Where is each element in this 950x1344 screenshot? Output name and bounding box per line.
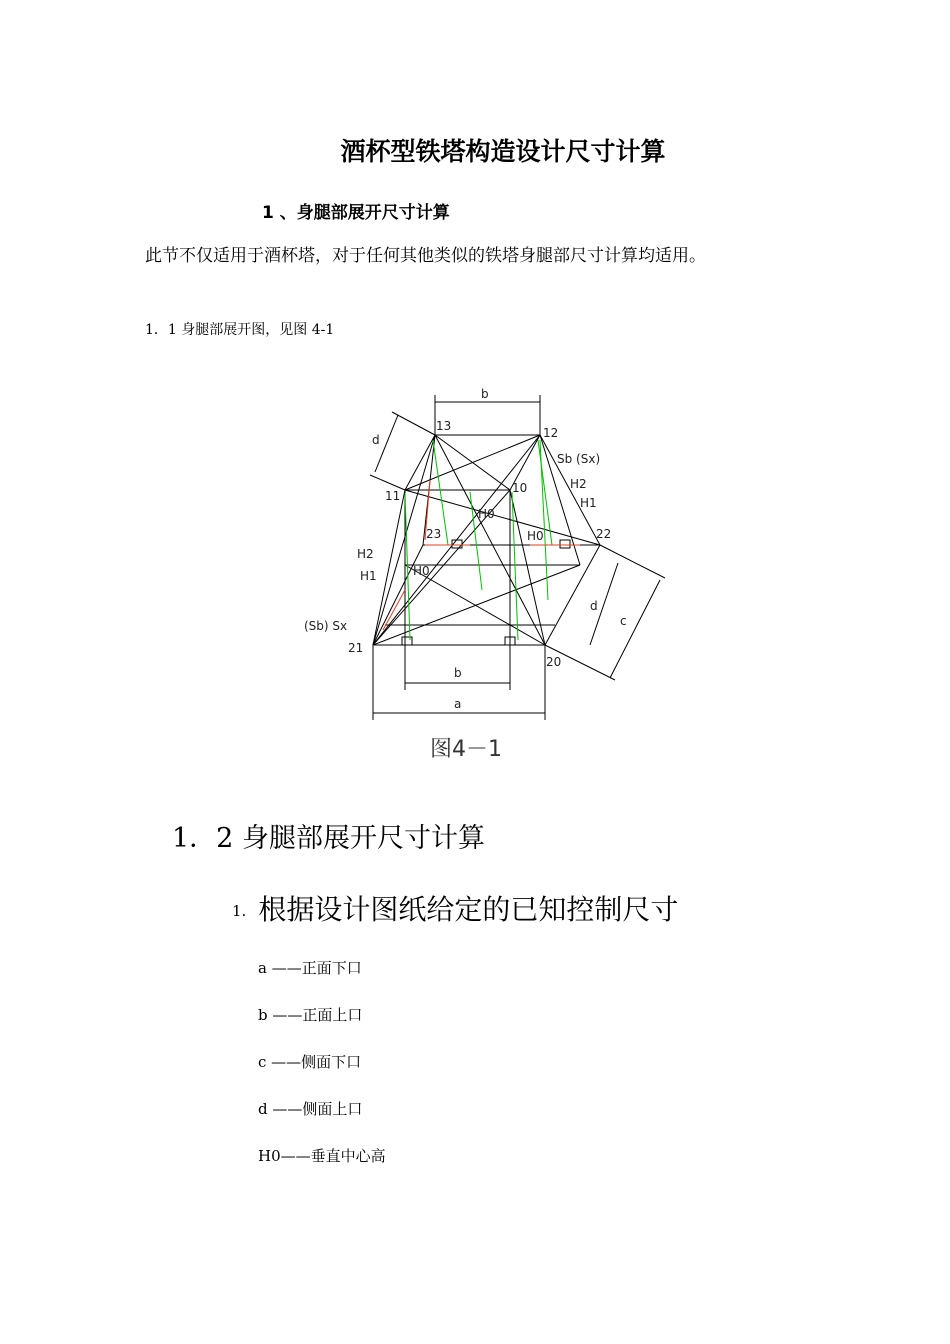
tower-leg-diagram bbox=[290, 372, 670, 772]
section-heading: 1 、身腿部展开尺寸计算 bbox=[262, 203, 450, 223]
param-b: b ——正面上口 bbox=[258, 1006, 363, 1024]
label-d-right: d bbox=[590, 599, 598, 613]
label-b-top: b bbox=[481, 387, 489, 401]
document-title: 酒杯型铁塔构造设计尺寸计算 bbox=[340, 137, 666, 166]
label-sb-sx-left: (Sb) Sx bbox=[304, 619, 348, 633]
intro-paragraph: 此节不仅适用于酒杯塔，对于任何其他类似的铁塔身腿部尺寸计算均适用。 bbox=[145, 246, 706, 266]
label-node-23: 23 bbox=[426, 527, 442, 541]
numbered-item bbox=[232, 888, 678, 928]
label-a-bottom: a bbox=[454, 697, 462, 711]
label-sb-sx-right: Sb (Sx) bbox=[557, 452, 601, 466]
label-node-11: 11 bbox=[385, 489, 401, 503]
subsection-1-1-heading: 1．1 身腿部展开图，见图 4-1 bbox=[145, 322, 335, 338]
param-c: c ——侧面下口 bbox=[258, 1053, 362, 1071]
label-h1-left: H1 bbox=[360, 569, 377, 583]
label-h0-center: H0 bbox=[478, 507, 495, 521]
label-d-left: d bbox=[372, 433, 380, 447]
label-node-20: 20 bbox=[546, 655, 562, 669]
numbered-item-text: 根据设计图纸给定的已知控制尺寸 bbox=[258, 893, 679, 926]
label-node-21: 21 bbox=[348, 641, 364, 655]
label-h2-right: H2 bbox=[570, 477, 587, 491]
label-b-bottom: b bbox=[454, 666, 462, 680]
label-h0-left: H0 bbox=[413, 564, 430, 578]
figure-caption: 图4－1 bbox=[430, 737, 502, 762]
label-node-12: 12 bbox=[543, 426, 559, 440]
label-node-22: 22 bbox=[596, 527, 612, 541]
subsection-1-2-heading: 1．2 身腿部展开尺寸计算 bbox=[172, 823, 485, 854]
label-h1-right: H1 bbox=[580, 496, 597, 510]
label-c-right: c bbox=[620, 614, 627, 628]
numbered-item-number: 1. bbox=[232, 902, 247, 920]
param-d: d ——侧面上口 bbox=[258, 1100, 363, 1118]
label-node-13: 13 bbox=[436, 419, 452, 433]
param-h0: H0——垂直中心高 bbox=[258, 1147, 386, 1165]
label-node-10: 10 bbox=[512, 481, 528, 495]
label-h2-left: H2 bbox=[357, 547, 374, 561]
param-a: a ——正面下口 bbox=[258, 959, 362, 977]
label-h0-right: H0 bbox=[527, 529, 544, 543]
